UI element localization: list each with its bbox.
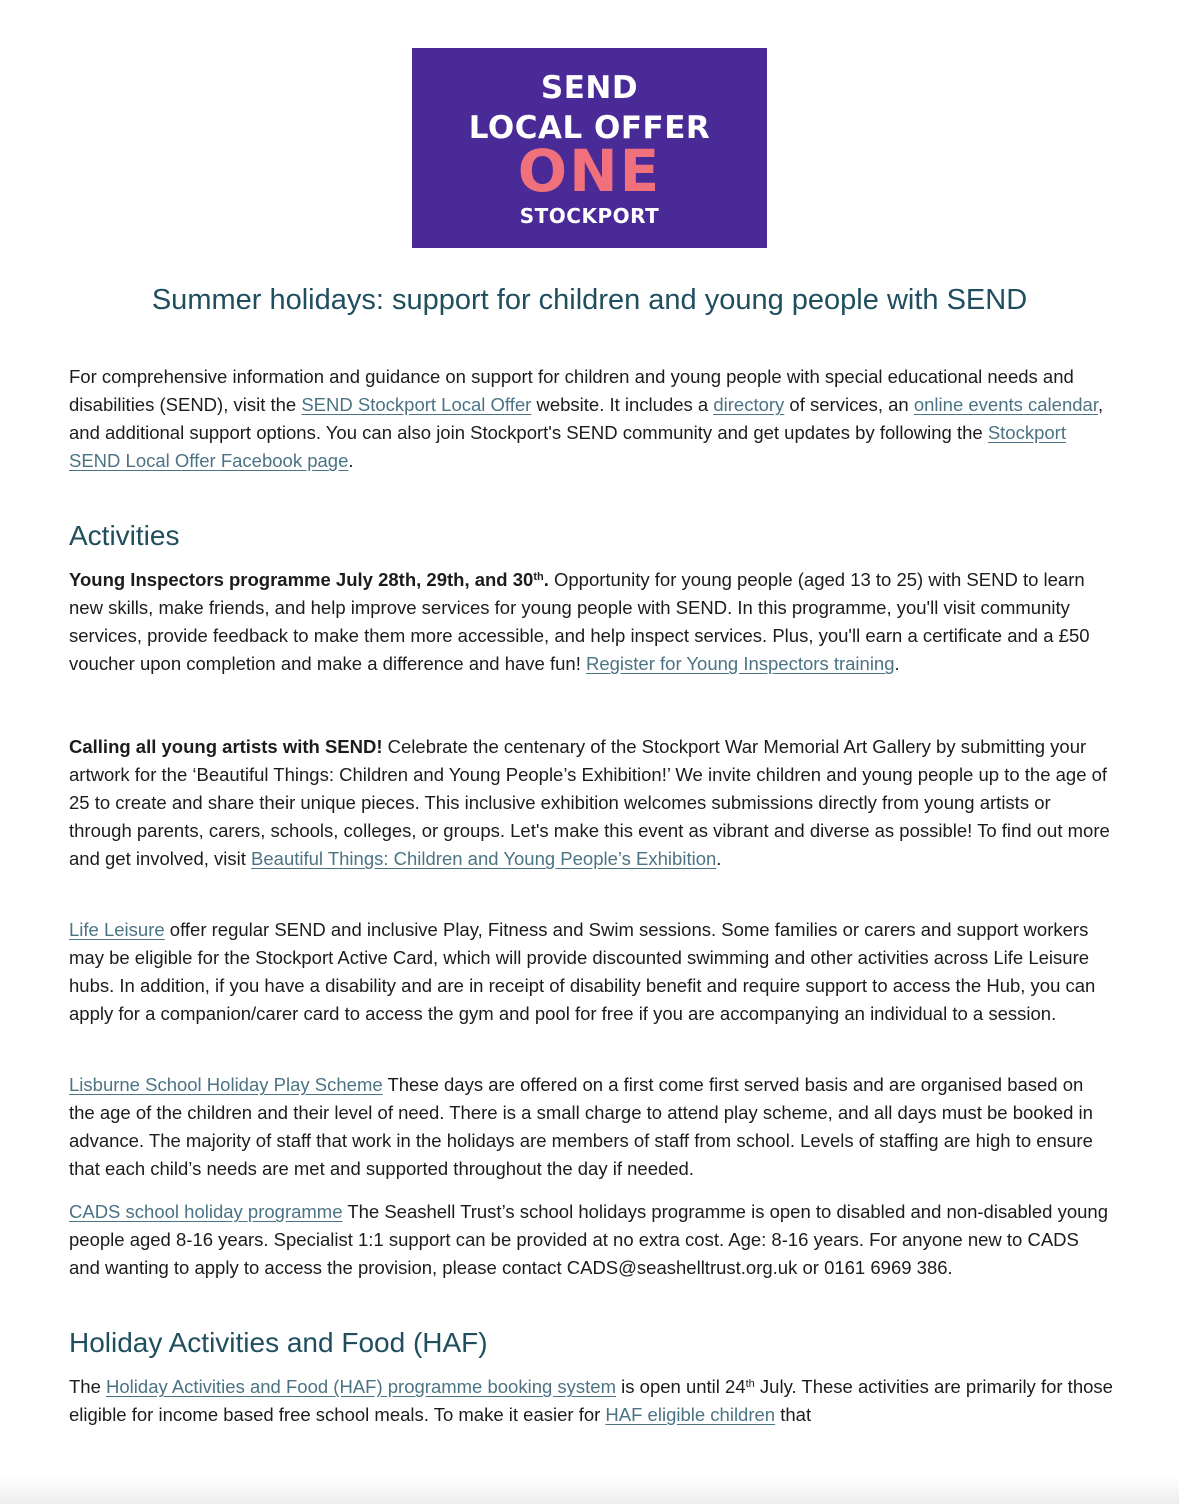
lisburne-paragraph: Lisburne School Holiday Play Scheme These days are offered on a first come first served basis and are organised based on the age of the children and their level of need. There is a small charge to attend play scheme, and all days must be booked in advance. The majority of staff that work in the holidays are members of staff from school. Levels of staffing are high to ensure that each child’s needs are met and supported throughout the day if needed. [69,1074,1093,1179]
young-artists-paragraph: Calling all young artists with SEND! Celebrate the centenary of the Stockport War Memorial Art Gallery by submitting your artwork for the ‘Beautiful Things: Children and Young People’s Exhibition!’ We invite children and young people up to the age of 25 to create and share their unique pieces. This inclusive exhibition welcomes submissions directly from young artists or through parents, carers, schools, colleges, or groups. Let's make this event as vibrant and diverse as possible! To find out more and get involved, visit Beautiful Things: Children and Young People’s Exhibition. [69,736,1110,869]
send-local-offer-logo [412,48,767,248]
directory-link[interactable]: directory [713,394,785,415]
intro-paragraph: For comprehensive information and guidance on support for children and young people with special educational needs and disabilities (SEND), visit the SEND Stockport Local Offer website. It includes a directory of services, an online events calendar, and additional support options. You can also join Stockport's SEND community and get updates by following the Stockport SEND Local Offer Facebook page. [69,366,1104,471]
logo-stockport: STOCKPORT [519,204,660,228]
events-calendar-link[interactable]: online events calendar [913,394,1098,415]
haf-eligible-children-link[interactable]: HAF eligible children [605,1404,776,1425]
register-young-inspectors-link[interactable]: Register for Young Inspectors training [585,653,895,674]
page-title: Summer holidays: support for children and young people with SEND [151,284,1028,316]
activities-heading: Activities [69,520,180,551]
cads-paragraph: CADS school holiday programme The Seashell Trust’s school holidays programme is open to disabled and non-disabled young people aged 8-16 years. Specialist 1:1 support can be provided at no extra cost. Age: 8-16 years. For anyone new to CADS and wanting to apply to access the provision, please contact CADS@seashelltrust.org.uk or 0161 6969 386. [69,1201,1108,1278]
beautiful-things-link[interactable]: Beautiful Things: Children and Young People’s Exhibition [251,848,717,869]
lisburne-play-scheme-link[interactable]: Lisburne School Holiday Play Scheme [69,1074,383,1095]
page-bottom-fade [0,1476,1179,1504]
logo-send: SEND [540,70,639,106]
haf-booking-system-link[interactable]: Holiday Activities and Food (HAF) programme booking system [106,1376,617,1397]
logo-local-offer: LOCAL OFFER [468,110,711,146]
facebook-page-link[interactable]: Stockport SEND Local Offer Facebook page [69,422,1066,471]
life-leisure-paragraph: Life Leisure offer regular SEND and inclusive Play, Fitness and Swim sessions. Some families or carers and support workers may be eligible for the Stockport Active Card, which will provide discounted swimming and other activities across Life Leisure hubs. In addition, if you have a disability and are in receipt of disability benefit and require support to access the Hub, you can apply for a companion/carer card to access the gym and pool for free if you are accompanying an individual to a session. [69,919,1096,1024]
haf-heading: Holiday Activities and Food (HAF) [69,1327,488,1358]
cads-programme-link[interactable]: CADS school holiday programme [69,1201,343,1222]
send-local-offer-link[interactable]: SEND Stockport Local Offer [301,394,532,415]
life-leisure-link[interactable]: Life Leisure [69,919,165,940]
haf-paragraph: The Holiday Activities and Food (HAF) programme booking system is open until 24th July. These activities are primarily for those eligible for income based free school meals. To make it easier for HAF eligible children that [69,1376,1113,1425]
logo-one: ONE [517,137,662,205]
young-inspectors-paragraph: Young Inspectors programme July 28th, 29th, and 30th. Opportunity for young people (aged 13 to 25) with SEND to learn new skills, make friends, and help improve services for young people with SEND. In this programme, you'll visit community services, provide feedback to make them more accessible, and help inspect services. Plus, you'll earn a certificate and a £50 voucher upon completion and make a difference and have fun! Register for Young Inspectors training. [69,569,1090,674]
